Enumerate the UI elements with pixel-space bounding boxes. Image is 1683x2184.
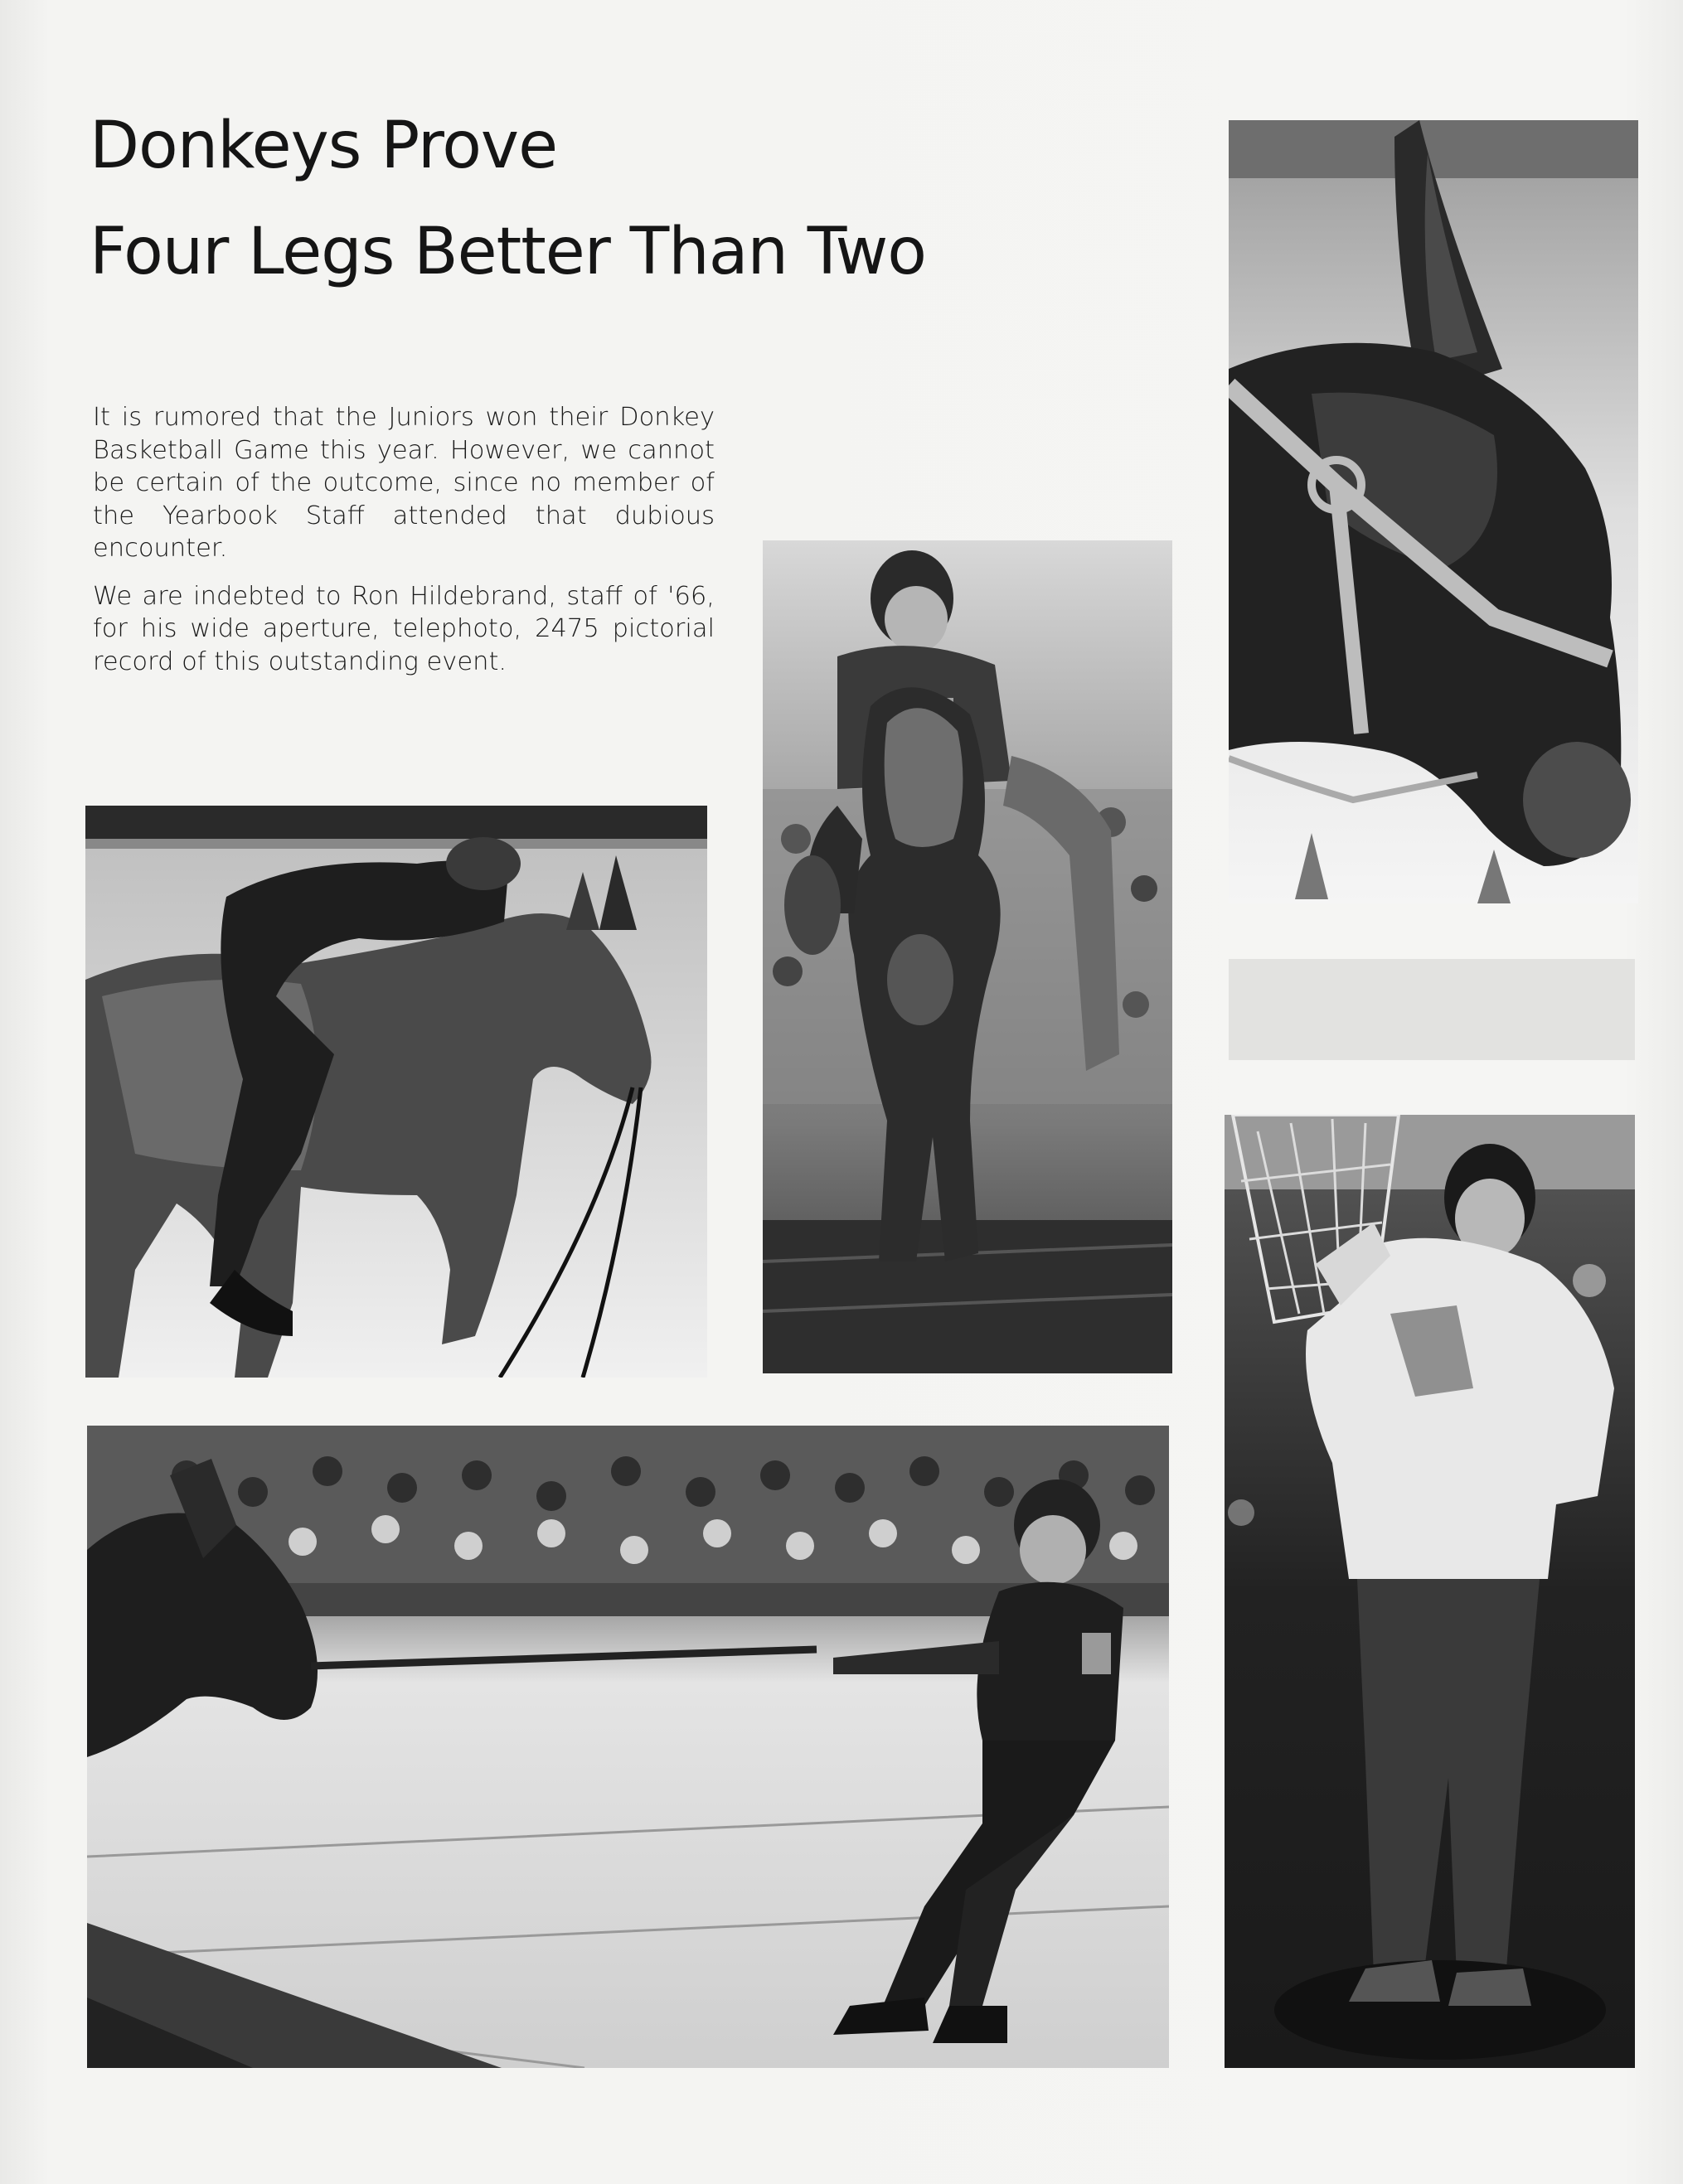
photo-rider-leaning-on-donkey	[85, 806, 707, 1378]
photo-donkey-head-closeup	[1229, 120, 1638, 903]
blank-gray-panel	[1229, 959, 1635, 1060]
headline-line-2: Four Legs Better Than Two	[90, 215, 926, 289]
article-paragraph-2: We are indebted to Ron Hildebrand, staff of '66, for his wide aperture, telephoto, 2475 pictorial record of this outstanding event.	[93, 581, 715, 676]
article-paragraph-1: It is rumored that the Juniors won their Donkey Basketball Game this year. However, we cannot be certain of the outcome, since no member of the Yearbook Staff attended that dubious encounter.	[93, 403, 715, 563]
page-headline	[90, 93, 1167, 305]
photo-player-pulling-donkey	[87, 1426, 1169, 2068]
article-body	[93, 401, 715, 693]
headline-line-1: Donkeys Prove	[90, 109, 558, 183]
photo-player-at-basketball-hoop	[1225, 1115, 1635, 2068]
photo-rider-on-donkey-front-view	[763, 540, 1172, 1373]
